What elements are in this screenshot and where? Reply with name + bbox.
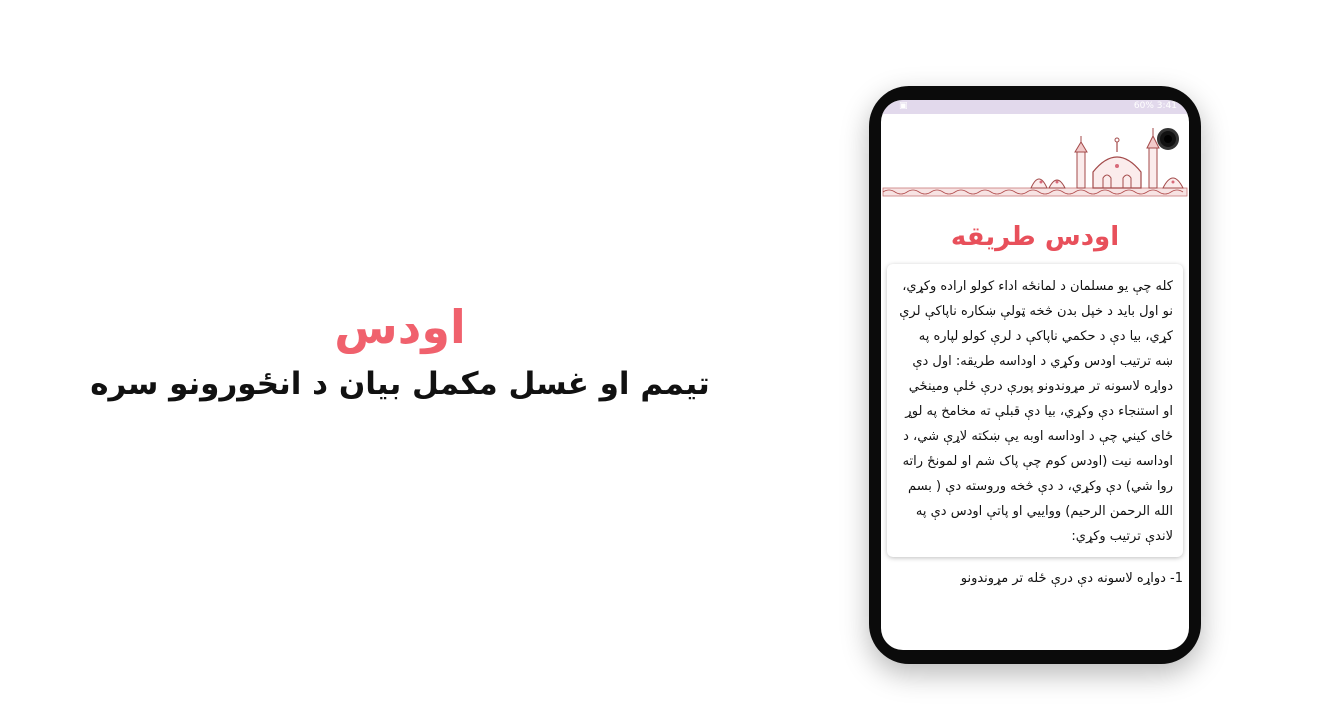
status-bar — [881, 100, 1189, 114]
step-item: 1- دواړه لاسونه دې درې ځله تر مړوندونو — [960, 571, 1183, 586]
mosque-banner — [881, 114, 1189, 206]
page-title: اودس طريقه — [950, 222, 1120, 252]
mosque-illustration-icon — [881, 114, 1189, 206]
promo-title: اودس — [334, 300, 466, 354]
notification-icon: ▣ — [899, 101, 908, 111]
front-camera-icon — [1157, 128, 1179, 150]
promo-subtitle: تیمم او غسل مکمل بیان د انځورونو سره — [90, 366, 710, 402]
content-card — [887, 264, 1183, 557]
phone-frame — [869, 86, 1201, 664]
content-paragraph: كله چې يو مسلمان د لمانځه اداء كولو اراده وكړي، نو اول بايد د خپل بدن څخه ټولې ښكاره ناپاكې لرې كړي، بيا دې د حكمي ناپاكې د لرې كولو لپاره په ښه ترتيب اودس وكړي د اوداسه طريقه: اول دې دواړه لاسونه تر مړوندونو پورې درې ځلې ومينځي او استنجاء دې وكړي، بيا دې قبلې ته مخامخ په لوړ ځاى كيني چې د اوداسه اوبه يې ښكته لاړې شي، د اوداسه نيت (اودس كوم چې پاک شم او لمونځ راته روا شي) دې وكړي، د دې څخه وروسته دې ( بسم الله الرحمن الرحيم) وواييي او پاتې اودس دې په لاندې ترتيب وكړي: — [899, 279, 1173, 544]
phone-screen — [881, 100, 1189, 650]
status-bar-text: 60% 3:41 — [1133, 101, 1177, 111]
promo-section — [80, 300, 720, 402]
